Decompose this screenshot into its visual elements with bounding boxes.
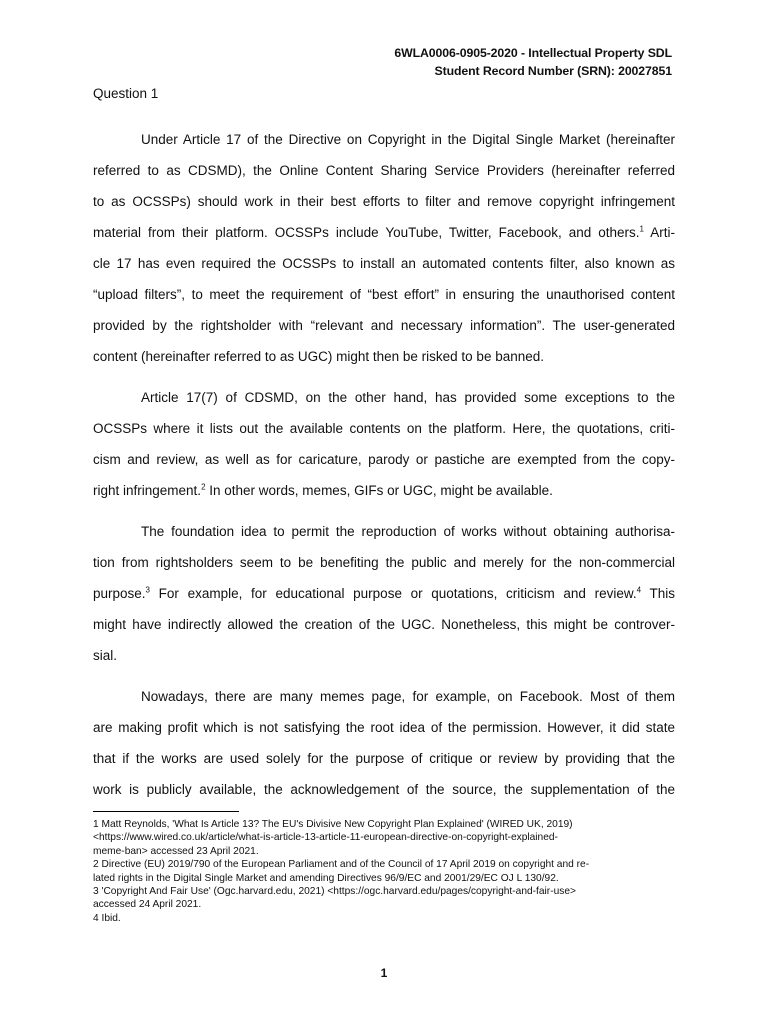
footnote-ref-4: 4 xyxy=(636,585,642,595)
text-line: material from their platform. OCSSPs include YouTube, Twitter, Facebook, and others.$^1$ Arti- xyxy=(93,224,675,240)
text-line: purpose.$^3$ For example, for educational purpose or quotations, criticism and review.$^4$ This xyxy=(93,585,676,601)
text-line: sial. xyxy=(93,648,118,663)
text-line: work is publicly available, the acknowledgement of the source, the supplementation of the xyxy=(93,782,675,797)
text-line: Article 17(7) of CDSMD, on the other hand, has provided some exceptions to the xyxy=(141,390,675,405)
text-line: Under Article 17 of the Directive on Copyright in the Digital Single Market (hereinafter xyxy=(141,132,675,147)
text-line: right infringement.$^2$ In other words, memes, GIFs or UGC, might be available. xyxy=(93,482,553,498)
text-line: “upload filters”, to meet the requirement of “best effort” in ensuring the unauthorised content xyxy=(93,287,675,302)
header-course-line: 6WLA0006-0905-2020 - Intellectual Property SDL xyxy=(394,46,672,60)
text-line: to as OCSSPs) should work in their best efforts to filter and remove copyright infringement xyxy=(93,194,675,209)
footnote-separator xyxy=(93,811,239,812)
text-line: referred to as CDSMD), the Online Content Sharing Service Providers (hereinafter referred xyxy=(93,163,675,178)
page-header xyxy=(394,44,672,80)
footnote-ref-1: 1 xyxy=(639,224,644,234)
essay-body xyxy=(93,124,675,805)
paragraph-4 xyxy=(93,681,675,805)
text-line: tion from rightsholders seem to be benefiting the public and merely for the non-commercial xyxy=(93,555,675,570)
text-line: provided by the rightsholder with “relevant and necessary information”. The user-generated xyxy=(93,318,675,333)
text-line: are making profit which is not satisfying the root idea of the permission. However, it did state xyxy=(93,720,675,735)
footnotes xyxy=(93,818,683,925)
text-line: Nowadays, there are many memes page, for example, on Facebook. Most of them xyxy=(141,689,675,704)
page-number: 1 xyxy=(380,966,388,980)
paragraph-3 xyxy=(93,516,675,671)
footnote-4: 4 Ibid. xyxy=(93,912,121,924)
text-line: cle 17 has even required the OCSSPs to install an automated contents filter, also known as xyxy=(93,256,675,271)
footnote-1: 1 Matt Reynolds, 'What Is Article 13? The EU's Divisive New Copyright Plan Explained' (WIRED UK, 2019) <https://www.wired.co.uk/article/what-is-article-13-article-11-european-directive-on-copyright-explained- meme-ban> accessed 23 April 2021. xyxy=(93,819,573,857)
question-title: Question 1 xyxy=(93,86,159,101)
text-line: OCSSPs where it lists out the available contents on the platform. Here, the quotations, criti- xyxy=(93,421,675,436)
text-line: The foundation idea to permit the reproduction of works without obtaining authorisa- xyxy=(141,524,675,539)
text-line: might have indirectly allowed the creation of the UGC. Nonetheless, this might be controver- xyxy=(93,617,675,632)
footnote-ref-2: 2 xyxy=(201,482,206,492)
paragraph-1 xyxy=(93,124,675,372)
footnote-ref-3: 3 xyxy=(145,585,150,595)
header-srn-line: Student Record Number (SRN): 20027851 xyxy=(434,64,672,78)
text-line: cism and review, as well as for caricature, parody or pastiche are exempted from the copy- xyxy=(93,452,675,467)
text-line: that if the works are used solely for the purpose of critique or review by providing that the xyxy=(93,751,675,766)
paragraph-2 xyxy=(93,382,675,506)
text-line: content (hereinafter referred to as UGC) might then be risked to be banned. xyxy=(93,349,544,364)
footnote-2: 2 Directive (EU) 2019/790 of the European Parliament and of the Council of 17 April 2019 on copyright and re- lated rights in the Digital Single Market and amending Directives 96/9/EC and 2001/29/EC OJ L 130/92. xyxy=(93,859,590,884)
footnote-3: 3 'Copyright And Fair Use' (Ogc.harvard.edu, 2021) <https://ogc.harvard.edu/pages/copyright-and-fair-use> accessed 24 April 2021. xyxy=(93,886,576,911)
